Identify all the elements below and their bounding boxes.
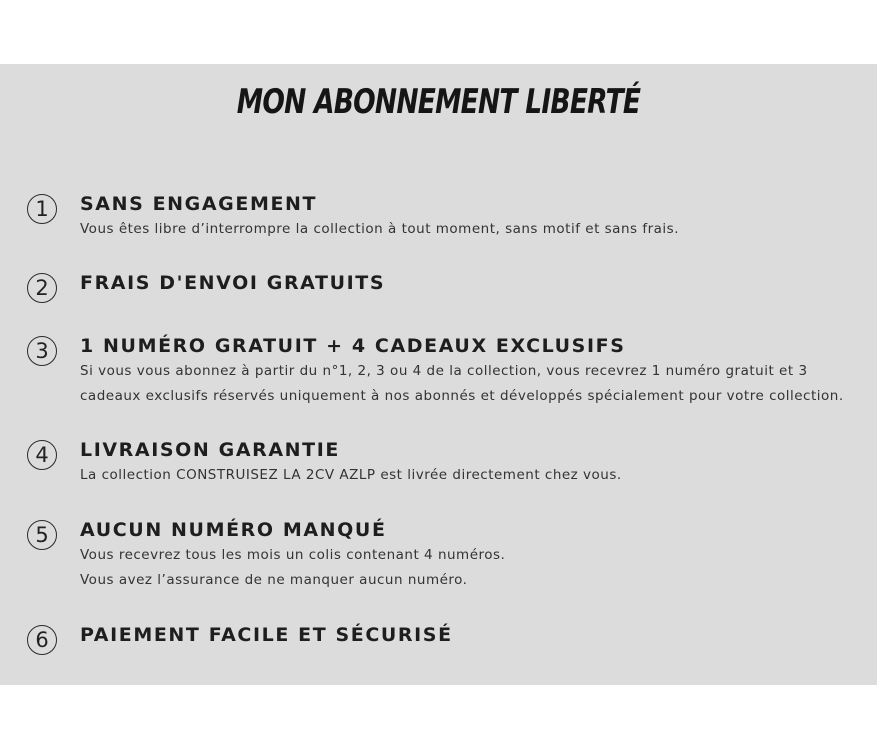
benefit-description xyxy=(80,217,870,242)
number-5-circle-icon: 5 xyxy=(27,520,57,550)
description-line: Si vous vous abonnez à partir du n°1, 2, 3 ou 4 de la collection, vous recevrez 1 numéro gratuit et 3 xyxy=(80,363,808,379)
benefit-heading: FRAIS D'ENVOI GRATUITS xyxy=(80,272,386,294)
number-1-circle-icon: 1 xyxy=(27,194,57,224)
benefit-heading: AUCUN NUMÉRO MANQUÉ xyxy=(80,519,387,541)
description-line: cadeaux exclusifs réservés uniquement à nos abonnés et développés spécialement pour votre collection. xyxy=(80,388,844,404)
benefit-heading: 1 NUMÉRO GRATUIT + 4 CADEAUX EXCLUSIFS xyxy=(80,335,626,357)
number-2-circle-icon: 2 xyxy=(27,273,57,303)
subscription-panel xyxy=(0,64,877,685)
number-6-circle-icon: 6 xyxy=(27,625,57,655)
benefit-heading: LIVRAISON GARANTIE xyxy=(80,439,340,461)
benefit-heading: PAIEMENT FACILE ET SÉCURISÉ xyxy=(80,624,453,646)
description-line: Vous avez l’assurance de ne manquer aucun numéro. xyxy=(80,572,468,588)
benefit-description xyxy=(80,543,870,593)
page-title: MON ABONNEMENT LIBERTÉ xyxy=(236,82,641,122)
description-line: La collection CONSTRUISEZ LA 2CV AZLP est livrée directement chez vous. xyxy=(80,467,622,483)
description-line: Vous recevrez tous les mois un colis contenant 4 numéros. xyxy=(80,547,506,563)
benefit-description xyxy=(80,463,870,488)
number-4-circle-icon: 4 xyxy=(27,440,57,470)
description-line: Vous êtes libre d’interrompre la collection à tout moment, sans motif et sans frais. xyxy=(80,221,679,237)
benefit-heading: SANS ENGAGEMENT xyxy=(80,193,318,215)
benefit-description xyxy=(80,359,870,409)
number-3-circle-icon: 3 xyxy=(27,336,57,366)
